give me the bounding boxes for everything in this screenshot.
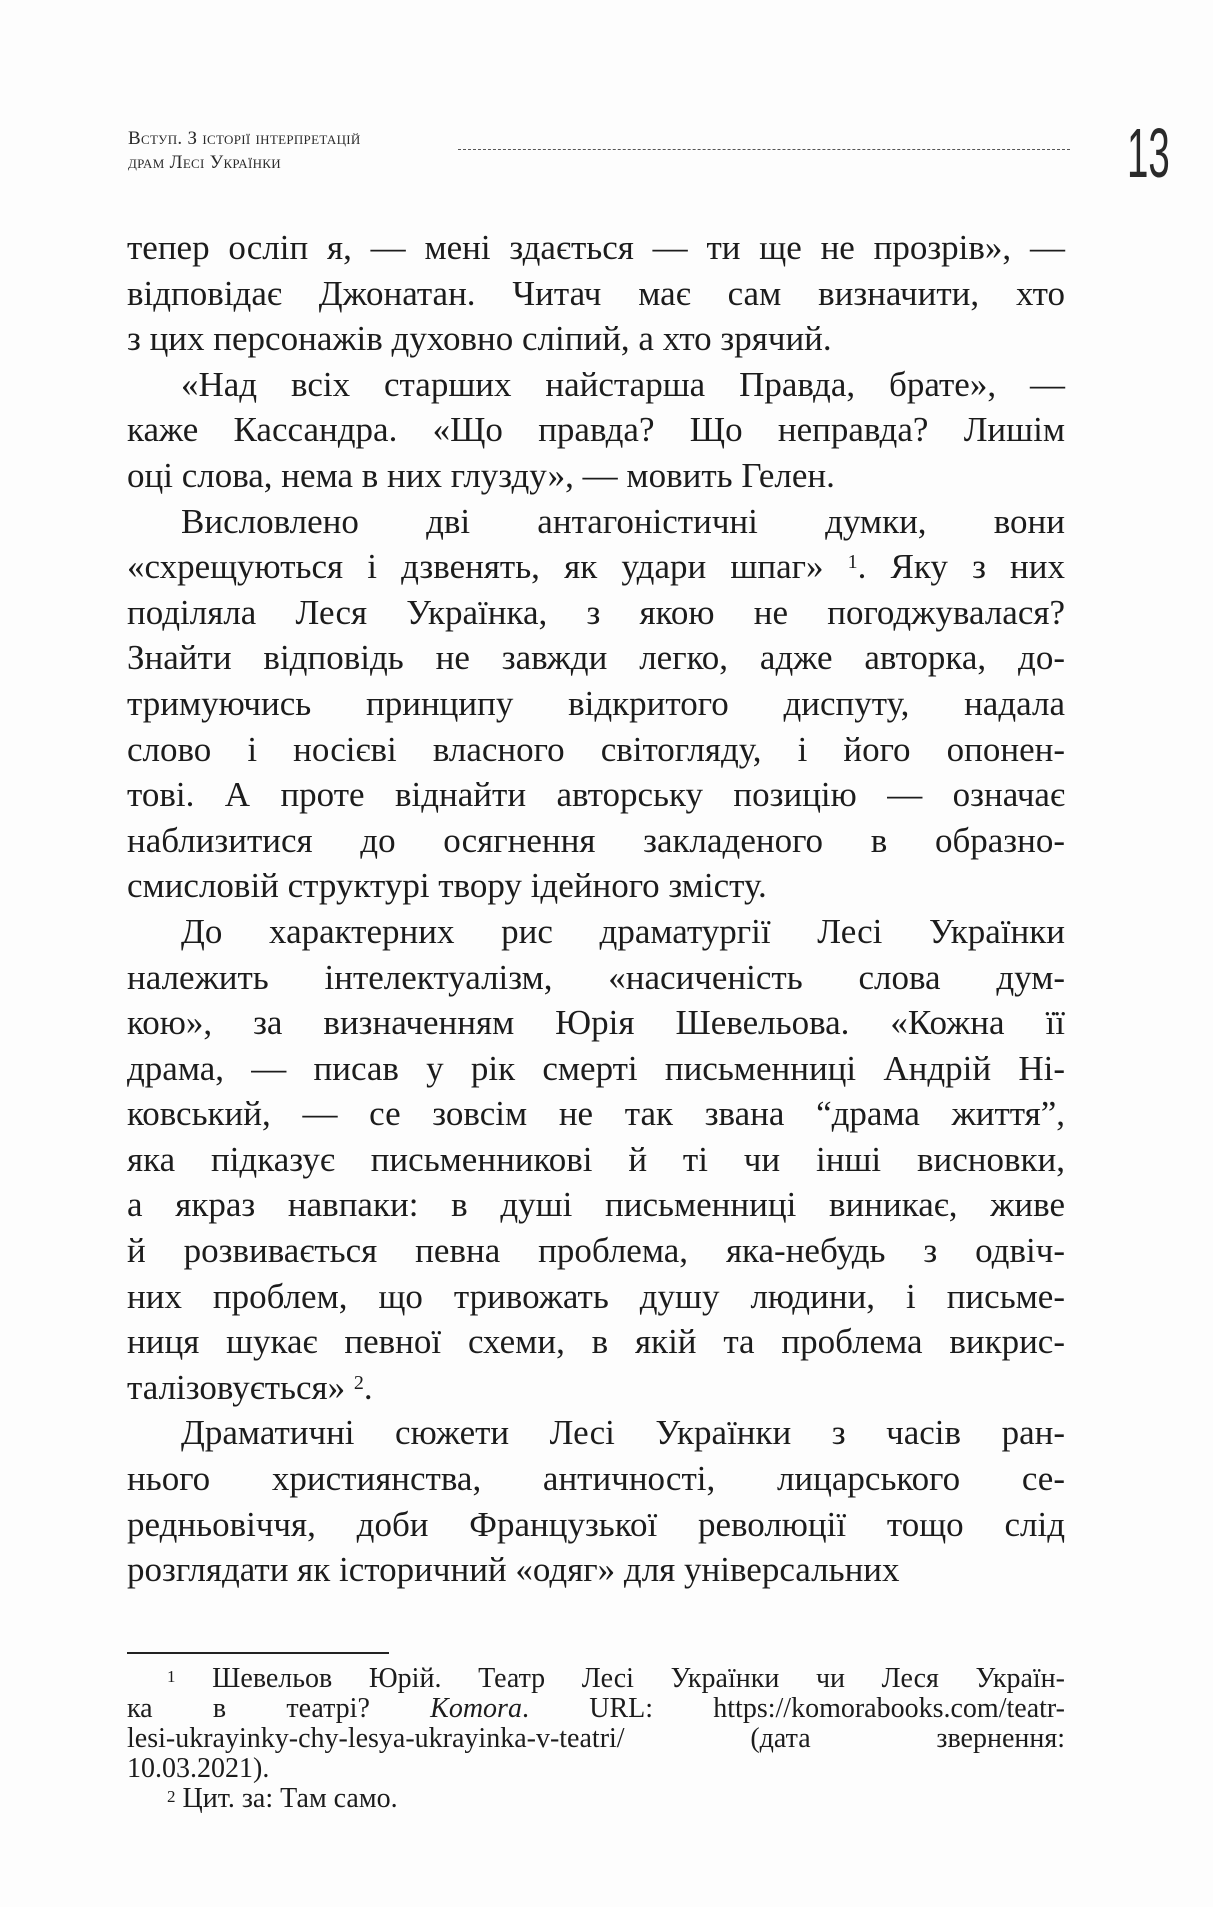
text-line [127,1365,1065,1411]
text-line: ниця шукає певної схеми, в якій та проблема викрис- [127,1322,1065,1362]
text-line: тримуючись принципу відкритого диспуту, надала [127,683,1065,723]
text-line: поділяла Леся Українка, з якою не погоджувалася? [127,592,1065,632]
text-line: розглядати як історичний «одяг» для універсальних [127,1550,900,1590]
text-line: нього християнства, античності, лицарського се- [127,1459,1065,1499]
footnote-separator [127,1652,389,1654]
text-line: тові. А проте віднайти авторську позицію — означає [127,775,1065,815]
footnote-text: . URL: https://komorabooks.com/teatr- [521,1693,1065,1724]
text-line: а якраз навпаки: в душі письменниці виникає, живе [127,1185,1065,1225]
text-segment: «схрещуються і дзвенять, як удари шпаг» [127,547,824,587]
text-segment: . [363,1367,373,1407]
text-line: Драматичні сюжети Лесі Українки з часів ран- [181,1413,1065,1453]
text-line: яка підказує письменникові й ті чи інші висновки, [127,1139,1065,1179]
footnote-mark: 2 [167,1787,176,1806]
footnote-1-line [127,1694,1065,1724]
footnote-1-line: 10.03.2021). [127,1753,270,1784]
text-line: «Над всіх старших найстарша Правда, брате», — [181,364,1065,404]
text-line: наблизитися до осягнення закладеного в образно- [127,820,1065,860]
text-line: редньовіччя, доби Французької революції тощо слід [127,1504,1065,1544]
main-text [127,225,1065,1593]
text-line: відповідає Джонатан. Читач має сам визначити, хто [127,273,1065,313]
text-line: й розвивається певна проблема, яка-небудь з одвіч- [127,1231,1065,1271]
text-line: належить інтелектуалізм, «насиченість слова дум- [127,957,1065,997]
footnote-1 [127,1664,1065,1694]
footnote-text: ка в театрі? [127,1693,431,1724]
running-head-rule [458,149,1070,150]
text-line: з цих персонажів духовно сліпий, а хто зрячий. [127,319,832,359]
text-line: ковський, — се зовсім не так звана “драма життя”, [127,1094,1065,1134]
footnote-ref: 1 [847,551,858,574]
footnote-journal: Komora [430,1693,522,1724]
running-head-line2: драм Лесі Українки [128,152,281,173]
footnote-text: Цит. за: Там само. [182,1783,398,1814]
text-line: смисловій структурі твору ідейного змісту. [127,866,767,906]
running-head [128,124,1118,194]
footnote-mark: 1 [167,1667,176,1686]
text-line: До характерних рис драматургії Лесі Українки [181,911,1065,951]
text-line: каже Кассандра. «Що правда? Що неправда? Лишім [127,410,1065,450]
text-line: тепер осліп я, — мені здається — ти ще не прозрів», — [127,228,1065,267]
text-line: Знайти відповідь не завжди легко, адже авторка, до- [127,638,1065,678]
text-line: оці слова, нема в них глузду», — мовить Гелен. [127,455,835,495]
running-head-line1: Вступ. З історії інтерпретацій [128,128,361,149]
text-line [127,544,1065,590]
page-number: 13 [1127,114,1170,192]
footnote-ref: 2 [353,1371,364,1394]
text-line: слово і носієві власного світогляду, і його опонен- [127,729,1065,769]
footnotes [127,1664,1065,1814]
text-line: них проблем, що тривожать душу людини, і письме- [127,1276,1065,1316]
text-segment: талізовується» [127,1367,346,1407]
text-segment: . Яку з них [857,547,1066,587]
footnote-2 [127,1784,1065,1814]
text-line: Висловлено дві антагоністичні думки, вони [181,501,1065,541]
text-line: драма, — писав у рік смерті письменниці Андрій Ні- [127,1048,1065,1088]
footnote-1-line: lesi-ukrayinky-chy-lesya-ukrayinka-v-teatri/ (дата звернення: [127,1723,1065,1754]
text-line: кою», за визначенням Юрія Шевельова. «Кожна її [127,1003,1065,1043]
footnote-text: Шевельов Юрій. Театр Лесі Українки чи Леся Україн- [212,1663,1065,1694]
